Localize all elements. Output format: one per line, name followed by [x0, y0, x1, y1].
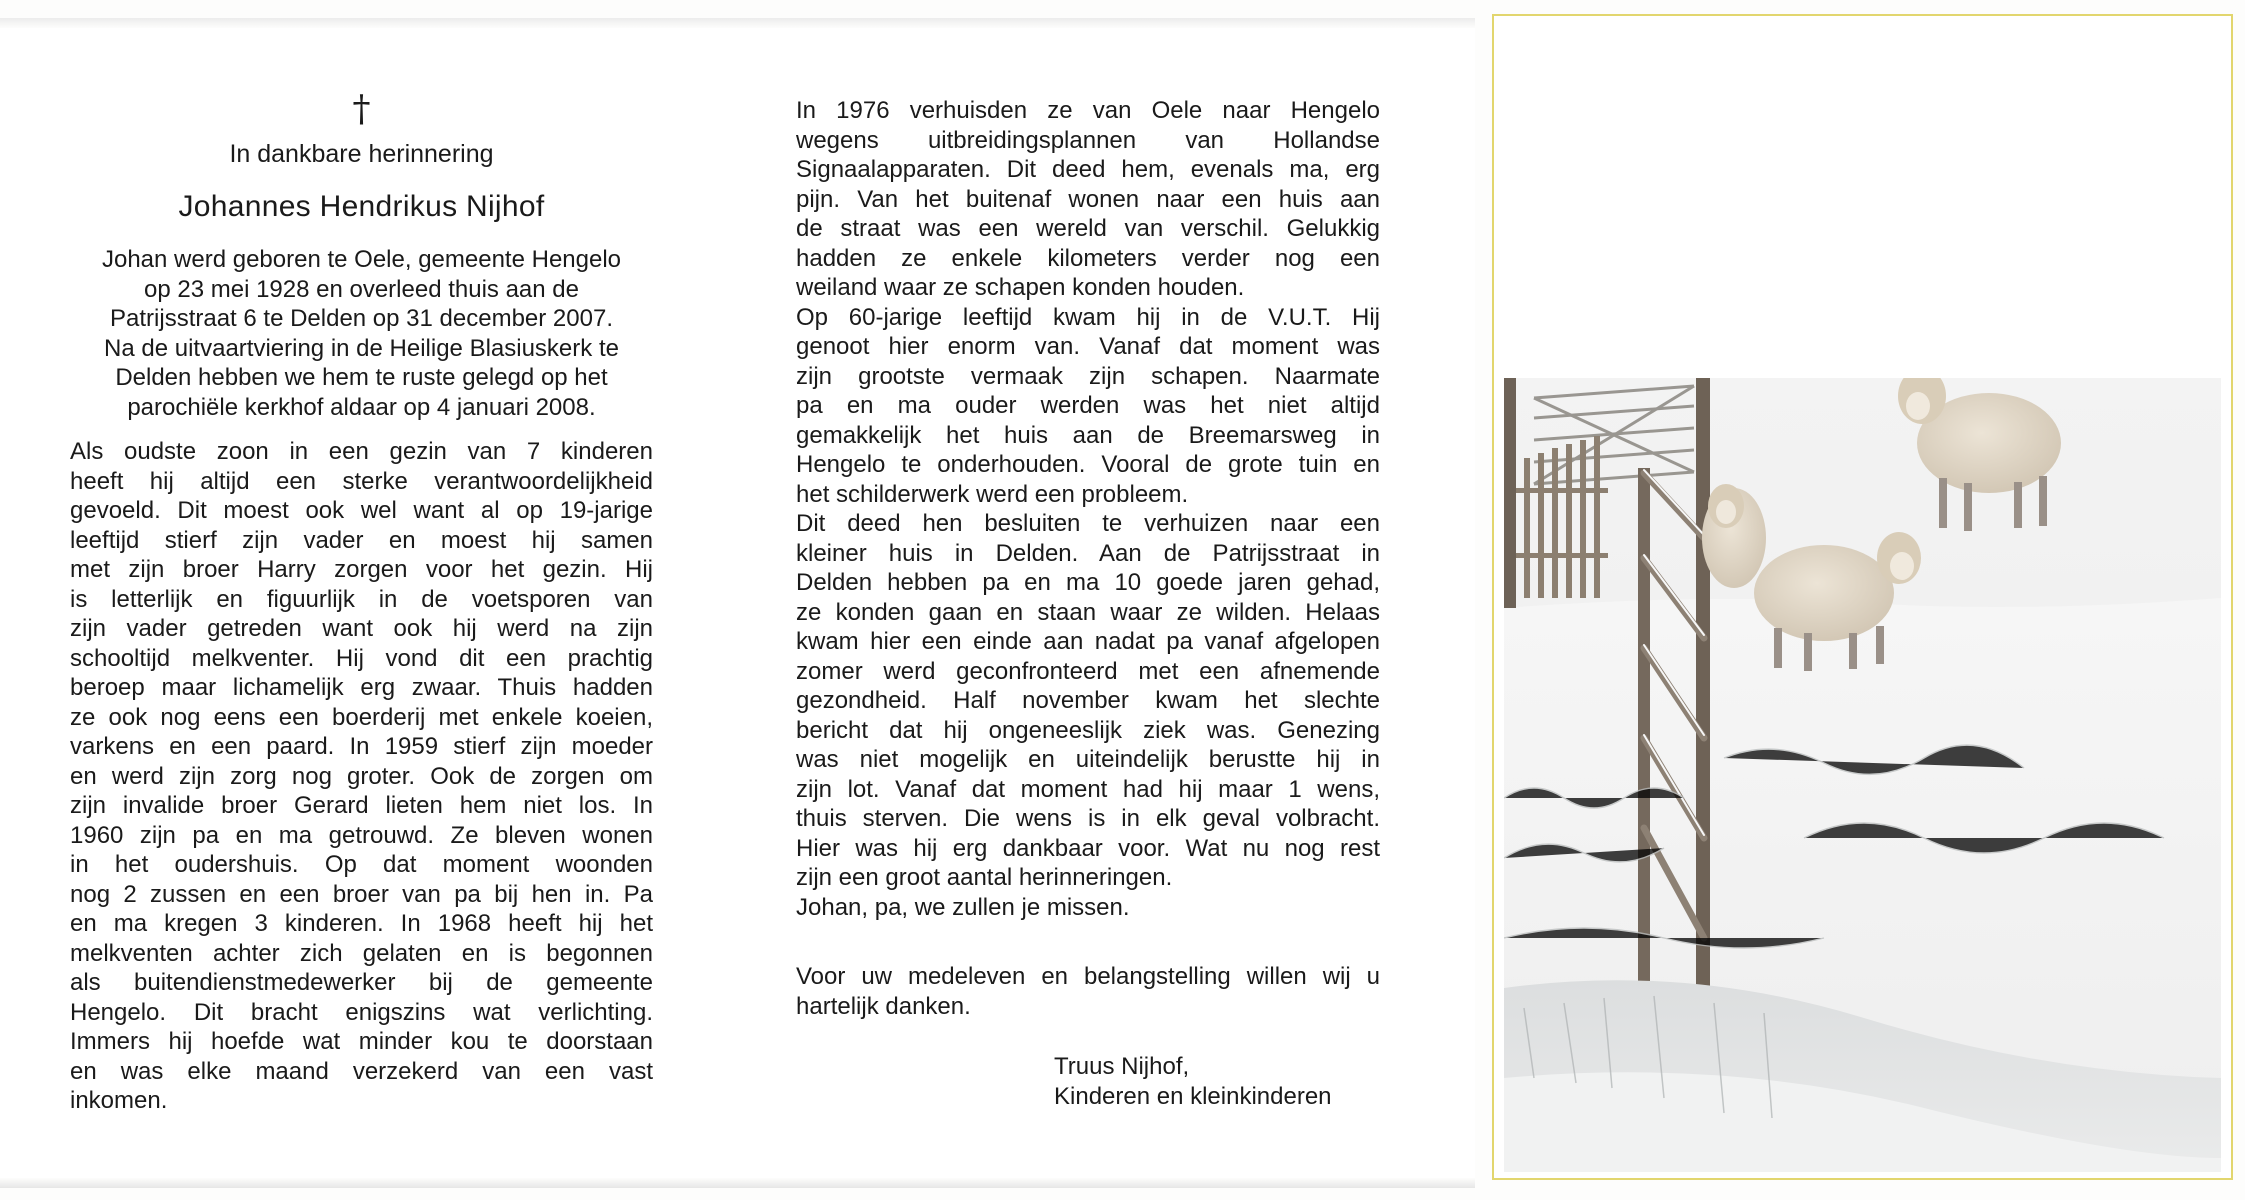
- signature-line: Kinderen en kleinkinderen: [1054, 1082, 1332, 1110]
- text-line: Hengelo. Dit bracht enigszins wat verlichting.: [70, 998, 653, 1026]
- text-line: In 1976 verhuisden ze van Oele naar Hengelo: [796, 97, 1380, 124]
- text-line: nog 2 zussen en een broer van pa bij hen in. Pa: [70, 880, 653, 908]
- biography-block: [70, 245, 653, 422]
- biography-line: op 23 mei 1928 en overleed thuis aan de: [144, 275, 579, 303]
- text-line: zijn grootste vermaak zijn schapen. Naarmate: [796, 362, 1380, 390]
- text-line: hartelijk danken.: [796, 992, 971, 1020]
- deceased-name: Johannes Hendrikus Nijhof: [178, 190, 545, 223]
- text-line: Op 60-jarige leeftijd kwam hij in de V.U.T. Hij: [796, 303, 1380, 331]
- text-line: weiland waar ze schapen konden houden.: [796, 274, 1245, 301]
- text-line: met zijn broer Harry zorgen voor het gezin. Hij: [70, 556, 653, 583]
- text-line: Johan, pa, we zullen je missen.: [796, 893, 1130, 921]
- text-line: gemakkelijk het huis aan de Breemarsweg in: [796, 421, 1380, 449]
- text-line: Hier was hij erg dankbaar voor. Wat nu nog rest: [796, 834, 1380, 862]
- text-line: en werd zijn zorg nog groter. Ook de zorgen om: [70, 762, 653, 790]
- thank-you-note: [796, 962, 1380, 1021]
- text-line: is letterlijk en figuurlijk in de voetsporen van: [70, 585, 653, 613]
- text-line: de straat was een wereld van verschil. Gelukkig: [796, 215, 1380, 242]
- text-line: zijn lot. Vanaf dat moment had hij maar 1 wens,: [796, 775, 1380, 803]
- biography-line: Johan werd geboren te Oele, gemeente Hengelo: [101, 246, 622, 273]
- text-line: ze konden gaan en staan waar ze wilden. Helaas: [796, 598, 1380, 626]
- text-line: hadden ze enkele kilometers verder nog een: [796, 244, 1380, 272]
- text-line: melkventen achter zich gelaten en is begonnen: [70, 939, 653, 967]
- biography-line: Delden hebben we hem te ruste gelegd op het: [115, 364, 608, 391]
- text-line: Voor uw medeleven en belangstelling willen wij u: [796, 963, 1380, 990]
- text-line: zomer werd geconfronteerd met een afnemende: [796, 657, 1380, 685]
- family-signature: [1054, 1052, 1332, 1111]
- life-story-column-1: [70, 437, 653, 1116]
- text-line: kleiner huis in Delden. Aan de Patrijsstraat in: [796, 539, 1380, 567]
- biography-line: Na de uitvaartviering in de Heilige Blasiuskerk te: [104, 334, 619, 362]
- biography-line: parochiële kerkhof aldaar op 4 januari 2008.: [127, 393, 596, 421]
- text-line: ze ook nog eens een boerderij met enkele koeien,: [70, 703, 653, 731]
- text-line: was niet mogelijk en uiteindelijk berustte hij in: [796, 746, 1380, 773]
- fold-shadow: [0, 1178, 1475, 1188]
- text-line: zijn vader getreden want ook hij werd na zijn: [70, 615, 653, 642]
- text-line: en ma kregen 3 kinderen. In 1968 heeft hij het: [70, 910, 653, 937]
- text-line: het schilderwerk werd een probleem.: [796, 480, 1189, 508]
- text-line: Dit deed hen besluiten te verhuizen naar een: [796, 510, 1380, 537]
- sheep-snow-photo: [1504, 378, 2221, 1172]
- text-line: genoot hier enorm van. Vanaf dat moment was: [796, 333, 1380, 360]
- text-line: Als oudste zoon in een gezin van 7 kinderen: [70, 438, 653, 465]
- cross-symbol: †: [352, 89, 371, 130]
- text-line: Delden hebben pa en ma 10 goede jaren gehad,: [796, 569, 1380, 596]
- fold-shadow: [0, 18, 1475, 28]
- text-line: gezondheid. Half november kwam het slechte: [796, 687, 1380, 714]
- text-line: en was elke maand verzekerd van een vast: [70, 1057, 653, 1085]
- intro-heading: In dankbare herinnering: [229, 140, 494, 168]
- text-line: zijn invalide broer Gerard lieten hem niet los. In: [70, 792, 653, 819]
- text-line: beroep maar lichamelijk erg zwaar. Thuis hadden: [70, 674, 653, 701]
- text-line: bericht dat hij ongeneeslijk ziek was. Genezing: [796, 716, 1380, 744]
- text-line: leeftijd stierf zijn vader en moest hij samen: [70, 526, 653, 554]
- text-line: Signaalapparaten. Dit deed hem, evenals ma, erg: [796, 156, 1380, 183]
- text-line: heeft hij altijd een sterke verantwoordelijkheid: [70, 467, 653, 495]
- life-story-column-2: [796, 96, 1380, 922]
- text-line: als buitendienstmedewerker bij de gemeente: [70, 969, 653, 996]
- text-line: wegens uitbreidingsplannen van Hollandse: [796, 126, 1380, 154]
- biography-line: Patrijsstraat 6 te Delden op 31 december 2007.: [110, 305, 613, 332]
- text-line: pa en ma ouder werden was het niet altijd: [796, 392, 1380, 419]
- text-line: zijn een groot aantal herinneringen.: [796, 864, 1173, 891]
- text-line: gevoeld. Dit moest ook wel want al op 19-jarige: [70, 497, 653, 524]
- text-line: Immers hij hoefde wat minder kou te doorstaan: [70, 1028, 653, 1055]
- text-line: schooltijd melkventer. Hij vond dit een prachtig: [70, 644, 653, 672]
- text-line: varkens en een paard. In 1959 stierf zijn moeder: [70, 733, 653, 760]
- text-line: 1960 zijn pa en ma getrouwd. Ze bleven wonen: [70, 821, 653, 849]
- text-line: thuis sterven. Die wens is in elk geval volbracht.: [796, 805, 1380, 832]
- text-line: in het oudershuis. Op dat moment woonden: [70, 851, 653, 878]
- text-line: inkomen.: [70, 1087, 168, 1114]
- signature-line: Truus Nijhof,: [1054, 1053, 1190, 1080]
- text-line: pijn. Van het buitenaf wonen naar een huis aan: [796, 185, 1380, 213]
- text-line: kwam hier een einde aan nadat pa vanaf afgelopen: [796, 628, 1380, 655]
- text-line: Hengelo te onderhouden. Vooral de grote tuin en: [796, 451, 1380, 478]
